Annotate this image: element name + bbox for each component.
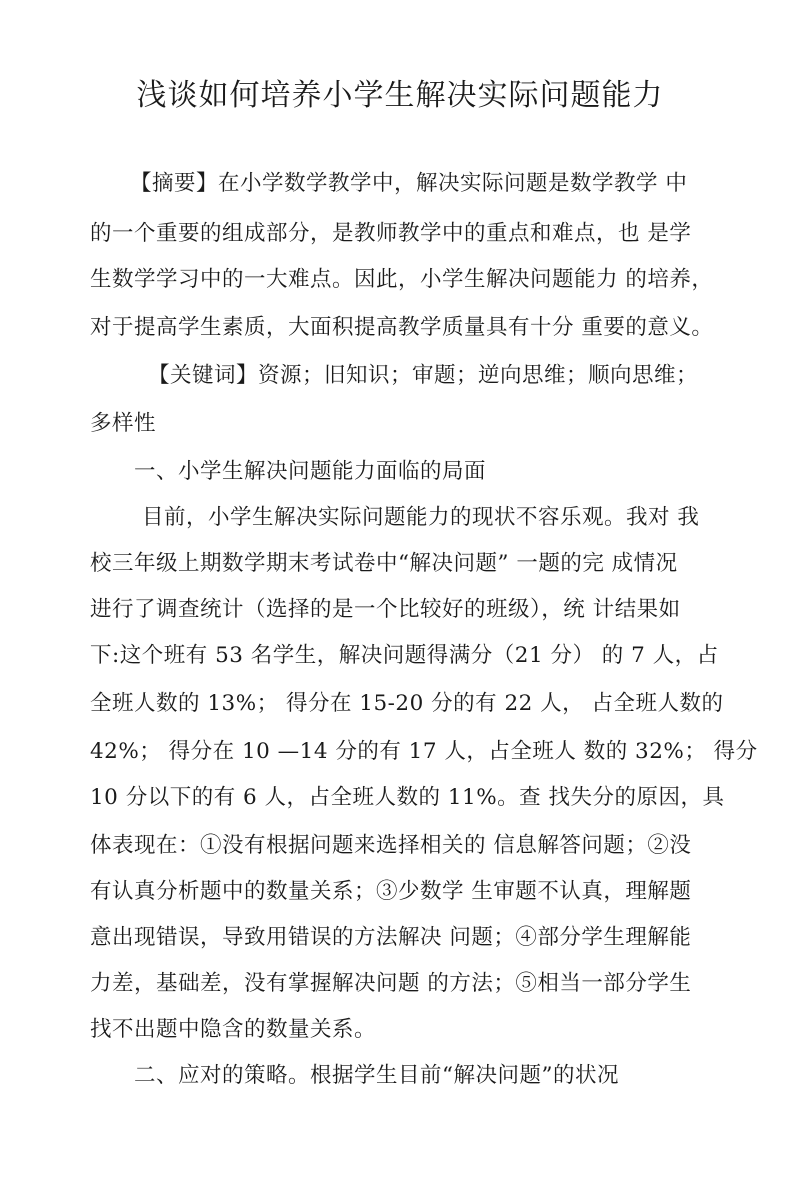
section1-line-2: 校三年级上期数学期末考试卷中“解决问题” 一题的完 成情况	[90, 551, 678, 576]
section1-line-9: 有认真分析题中的数量关系；③少数学 生审题不认真，理解题	[90, 879, 692, 904]
section1-line-8: 体表现在：①没有根据问题来选择相关的 信息解答问题；②没	[90, 833, 692, 858]
section1-line-10: 意出现错误，导致用错误的方法解决 问题；④部分学生理解能	[90, 925, 692, 950]
keywords-line-1: 【关键词】资源；旧知识；审题；逆向思维；顺向思维；	[148, 363, 699, 388]
section1-heading: 一、小学生解决问题能力面临的局面	[134, 459, 487, 484]
section1-line-5: 全班人数的 13%； 得分在 15-20 分的有 22 人， 占全班人数的	[90, 691, 724, 716]
section1-line-12: 找不出题中隐含的数量关系。	[90, 1017, 377, 1042]
section1-line-11: 力差，基础差，没有掌握解决问题 的方法；⑤相当一部分学生	[90, 971, 692, 996]
abstract-line-1: 【摘要】在小学数学教学中，解决实际问题是数学教学 中	[130, 171, 688, 196]
section1-line-1: 目前，小学生解决实际问题能力的现状不容乐观。我对 我	[142, 505, 700, 530]
section1-line-4: 下:这个班有 53 名学生，解决问题得满分（21 分） 的 7 人，占	[90, 643, 719, 668]
keywords-line-2: 多样性	[90, 411, 157, 436]
abstract-line-4: 对于提高学生素质，大面积提高教学质量具有十分 重要的意义。	[90, 315, 714, 340]
section2-line-1: 二、应对的策略。根据学生目前“解决问题”的状况	[134, 1063, 619, 1088]
section1-line-7: 10 分以下的有 6 人，占全班人数的 11%。查 找失分的原因，具	[90, 785, 725, 810]
section1-line-6: 42%； 得分在 10 —14 分的有 17 人，占全班人 数的 32%； 得分	[90, 739, 758, 764]
section1-line-3: 进行了调查统计（选择的是一个比较好的班级），统 计结果如	[90, 597, 681, 622]
document-title: 浅谈如何培养小学生解决实际问题能力	[136, 78, 664, 113]
abstract-line-3: 生数学学习中的一大难点。因此，小学生解决问题能力 的培养，	[90, 267, 714, 292]
abstract-line-2: 的一个重要的组成部分，是教师教学中的重点和难点，也 是学	[90, 221, 692, 246]
